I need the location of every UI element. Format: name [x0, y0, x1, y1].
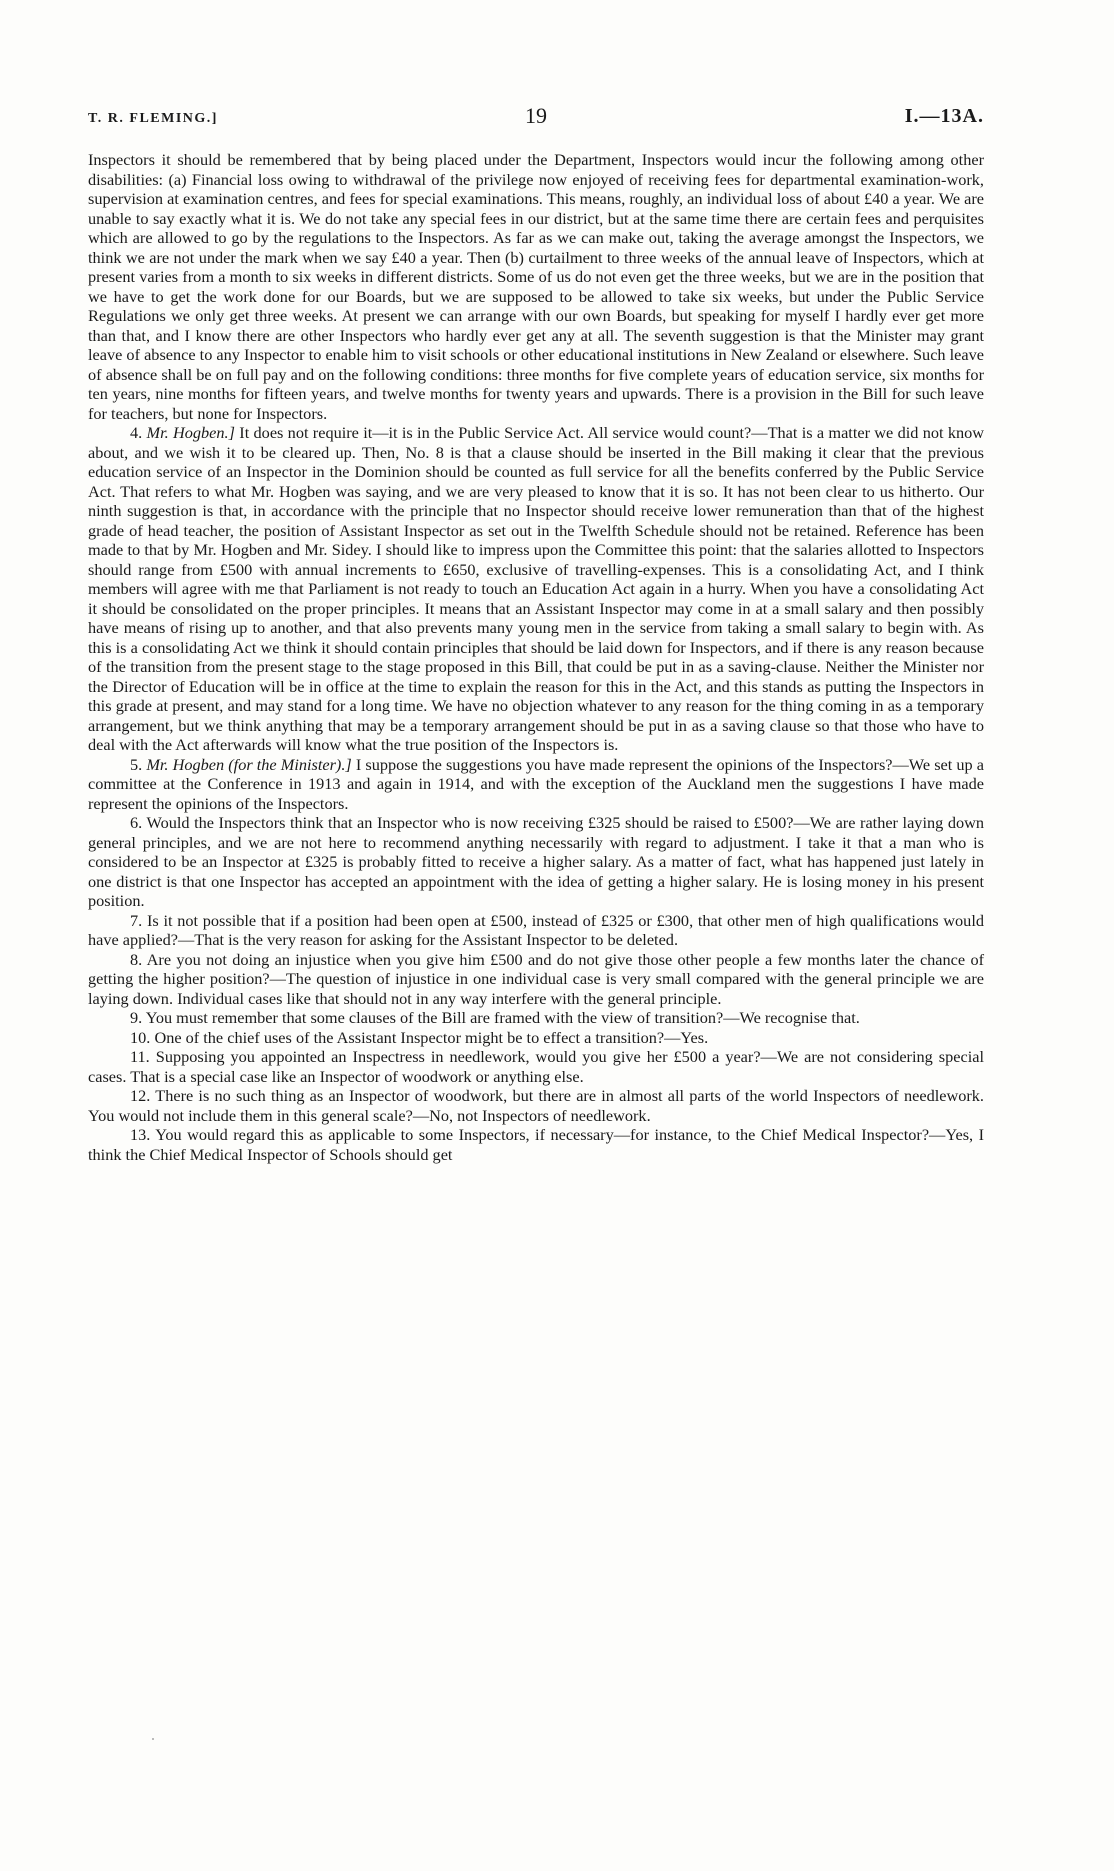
question-number: 11. [130, 1047, 150, 1066]
paragraph-text: It does not require it—it is in the Public Service Act. All service would count?—That is a matter we did not know about, and we wish it to be cleared up. Then, No. 8 is that a clause should be inserted in the Bill making it clear that the previous education service of an Inspector in the Dominion should be counted as full service for all the benefits conferred by the Public Service Act. That refers to what Mr. Hogben was saying, and we are very pleased to know that it is so. It has not been clear to us hitherto. Our ninth suggestion is that, in accordance with the principle that no Inspector should receive lower remuneration than that of the highest grade of head teacher, the position of Assistant Inspector as set out in the Twelfth Schedule should not be retained. Reference has been made to that by Mr. Hogben and Mr. Sidey. I should like to impress upon the Committee this point: that the salaries allotted to Inspectors should range from £500 with annual increments to £650, exclusive of travelling-expenses. This is a consolidating Act, and I think members will agree with me that Parliament is not ready to touch an Education Act again in a hurry. When you have a consolidating Act it should be consolidated on the proper principles. It means that an Assistant Inspector may come in at a small salary and then possibly have means of rising up to another, and that also prevents many young men in the service from taking a small salary to begin with. As this is a consolidating Act we think it should contain principles that should be laid down for Inspectors, and if there is any reason because of the transition from the present stage to the stage proposed in this Bill, that could be put in as a saving-clause. Neither the Minister nor the Director of Education will be in office at the time to explain the reason for this in the Act, and this stands as putting the Inspectors in this grade at present, and may stand for a long time. We have no objection whatever to any reason for the thing coming in as a temporary arrangement, but we think anything that may be a temporary arrangement should be put in as a saving clause so that those who have to deal with the Act afterwards will know what the true position of the Inspectors is. [88, 423, 984, 754]
paragraph-10 [88, 1028, 984, 1048]
paragraph-continued [88, 150, 984, 423]
paragraph-text: Is it not possible that if a position had been open at £500, instead of £325 or £300, that other men of high qualifications would have applied?—That is the very reason for asking for the Assistant Inspector to be deleted. [88, 910, 984, 949]
paragraph-text: You must remember that some clauses of the Bill are framed with the view of transition?—We recognise that. [145, 1008, 860, 1027]
speaker-name: Mr. Hogben.] [146, 423, 235, 442]
paragraph-12 [88, 1086, 984, 1125]
paragraph-text: Are you not doing an injustice when you give him £500 and do not give those other people a few months later the chance of getting the higher position?—The question of injustice in one individual case is very small compared with the general principle we are laying down. Individual cases like that should not in any way interfere with the general principle. [88, 949, 985, 1008]
page-header [88, 103, 984, 133]
paragraph-text: You would regard this as applicable to some Inspectors, if necessary—for instance, to the Chief Medical Inspector?—Yes, I think the Chief Medical Inspector of Schools should get [88, 1125, 984, 1164]
paragraph-text: Inspectors it should be remembered that by being placed under the Department, Inspectors would incur the following among other disabilities: (a) Financial loss owing to withdrawal of the privilege now enjoyed of receiving fees for departmental examination-work, supervision at examination centres, and fees for special examinations. This means, roughly, an individual loss of about £40 a year. We are unable to say exactly what it is. We do not take any special fees in our district, but at the same time there are certain fees and perquisites which are allowed to go by the regulations to the Inspectors. As far as we can make out, taking the average amongst the Inspectors, we think we are not under the mark when we say £40 a year. Then (b) curtailment to three weeks of the annual leave of Inspectors, which at present varies from a month to six weeks in different districts. Some of us do not even get the three weeks, but we are in the position that we have to get the work done for our Boards, but we are supposed to be allowed to take six weeks, but under the Public Service Regulations we only get three weeks. At present we can arrange with our own Boards, but speaking for myself I hardly ever get more than that, and I know there are other Inspectors who hardly ever get any at all. The seventh suggestion is that the Minister may grant leave of absence to any Inspector to enable him to visit schools or other educational institutions in New Zealand or elsewhere. Such leave of absence shall be on full pay and on the following conditions: three months for five complete years of education service, six months for ten years, nine months for fifteen years, and twelve months for twenty years and upwards. There is a provision in the Bill for such leave for teachers, but none for Inspectors. [88, 150, 984, 423]
paragraph-text: One of the chief uses of the Assistant Inspector might be to effect a transition?—Yes. [154, 1027, 709, 1047]
paper-reference: I.—13A. [904, 105, 984, 127]
question-number: 7. [130, 910, 143, 930]
paragraph-11 [88, 1047, 984, 1086]
question-number: 4. [130, 423, 143, 442]
speaker-name: Mr. Hogben (for the Minister).] [146, 754, 352, 774]
question-number: 9. [130, 1008, 143, 1027]
question-number: 12. [130, 1086, 151, 1105]
question-number: 13. [130, 1125, 151, 1144]
document-body [88, 150, 984, 1164]
witness-name-header: T. R. FLEMING.] [88, 111, 218, 126]
paragraph-6 [88, 813, 984, 911]
paragraph-8 [88, 950, 984, 1009]
scan-speck [152, 1738, 154, 1740]
paragraph-5 [88, 755, 984, 814]
paragraph-4 [88, 423, 984, 755]
page-number: 19 [525, 103, 547, 128]
question-number: 5. [130, 754, 143, 774]
question-number: 10. [130, 1027, 151, 1047]
paragraph-13 [88, 1125, 984, 1164]
paragraph-7 [88, 911, 984, 950]
paragraph-text: Supposing you appointed an Inspectress in needlework, would you give her £500 a year?—We are not considering special cases. That is a special case like an Inspector of woodwork or anything else. [88, 1047, 984, 1086]
paragraph-9 [88, 1008, 984, 1028]
question-number: 6. [130, 813, 143, 832]
paragraph-text: I suppose the suggestions you have made represent the opinions of the Inspectors?—We set up a committee at the Conference in 1913 and again in 1914, and with the exception of the Auckland men the suggestions I have made represent the opinions of the Inspectors. [88, 754, 984, 813]
paragraph-text: There is no such thing as an Inspector of woodwork, but there are in almost all parts of the world Inspectors of needlework. You would not include them in this general scale?—No, not Inspectors of needlework. [88, 1086, 984, 1125]
paragraph-text: Would the Inspectors think that an Inspector who is now receiving £325 should be raised to £500?—We are rather laying down general principles, and we are not here to recommend anything necessarily with regard to adjustment. I take it that a man who is considered to be an Inspector at £325 is probably fitted to receive a higher salary. As a matter of fact, what has happened just lately in one district is that one Inspector has accepted an appointment with the idea of getting a higher salary. He is losing money in his present position. [88, 813, 984, 910]
question-number: 8. [130, 949, 143, 969]
